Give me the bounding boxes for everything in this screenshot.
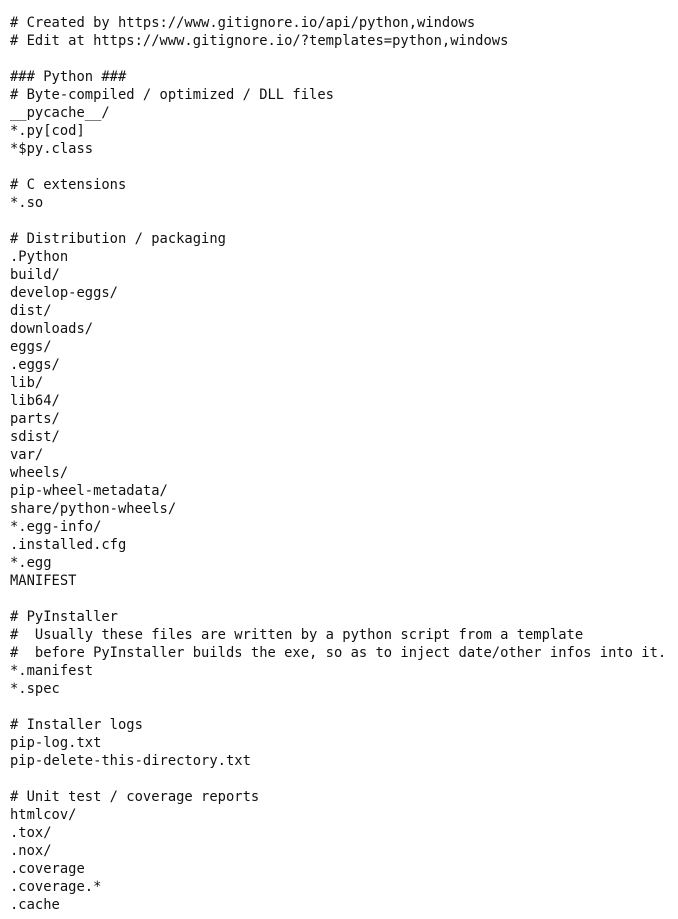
text-line: ### Python ### — [10, 69, 127, 85]
text-line: .Python — [10, 249, 69, 265]
text-line: *$py.class — [10, 141, 94, 157]
text-line: build/ — [10, 267, 60, 283]
text-line: var/ — [10, 447, 44, 463]
text-line: htmlcov/ — [10, 807, 77, 823]
text-line: eggs/ — [10, 339, 52, 355]
text-line: *.py[cod] — [10, 123, 85, 139]
text-line: lib/ — [10, 375, 44, 391]
text-line: .installed.cfg — [10, 537, 127, 553]
text-line: .tox/ — [10, 825, 52, 841]
text-line: # Installer logs — [10, 717, 143, 733]
text-line: .coverage — [10, 861, 85, 877]
text-line: *.egg-info/ — [10, 519, 102, 535]
text-line: # C extensions — [10, 177, 127, 193]
text-line: # Created by https://www.gitignore.io/api/python,windows — [10, 15, 476, 31]
text-line — [10, 590, 666, 608]
text-line: *.so — [10, 195, 44, 211]
text-line: .cache — [10, 897, 60, 913]
text-line — [10, 698, 666, 716]
text-line: parts/ — [10, 411, 60, 427]
text-line: .nox/ — [10, 843, 52, 859]
text-line: *.manifest — [10, 663, 94, 679]
text-line: .coverage.* — [10, 879, 102, 895]
text-line: *.spec — [10, 681, 60, 697]
text-line — [10, 212, 666, 230]
text-line: downloads/ — [10, 321, 94, 337]
text-line: pip-wheel-metadata/ — [10, 483, 168, 499]
gitignore-text-document — [10, 14, 666, 914]
text-line: wheels/ — [10, 465, 69, 481]
text-line: # Distribution / packaging — [10, 231, 226, 247]
text-line: # before PyInstaller builds the exe, so as to inject date/other infos into it. — [10, 645, 667, 661]
text-line: # Edit at https://www.gitignore.io/?templates=python,windows — [10, 33, 509, 49]
text-line: lib64/ — [10, 393, 60, 409]
text-line: # Usually these files are written by a python script from a template — [10, 627, 584, 643]
text-line: pip-log.txt — [10, 735, 102, 751]
text-line: # Byte-compiled / optimized / DLL files — [10, 87, 334, 103]
text-line — [10, 158, 666, 176]
text-line: # Unit test / coverage reports — [10, 789, 260, 805]
text-line: pip-delete-this-directory.txt — [10, 753, 251, 769]
text-line: MANIFEST — [10, 573, 77, 589]
text-line: *.egg — [10, 555, 52, 571]
text-line: dist/ — [10, 303, 52, 319]
text-line: sdist/ — [10, 429, 60, 445]
text-line: share/python-wheels/ — [10, 501, 177, 517]
text-line: __pycache__/ — [10, 105, 110, 121]
text-line — [10, 50, 666, 68]
text-line — [10, 770, 666, 788]
text-line: # PyInstaller — [10, 609, 118, 625]
text-line: .eggs/ — [10, 357, 60, 373]
text-line: develop-eggs/ — [10, 285, 118, 301]
